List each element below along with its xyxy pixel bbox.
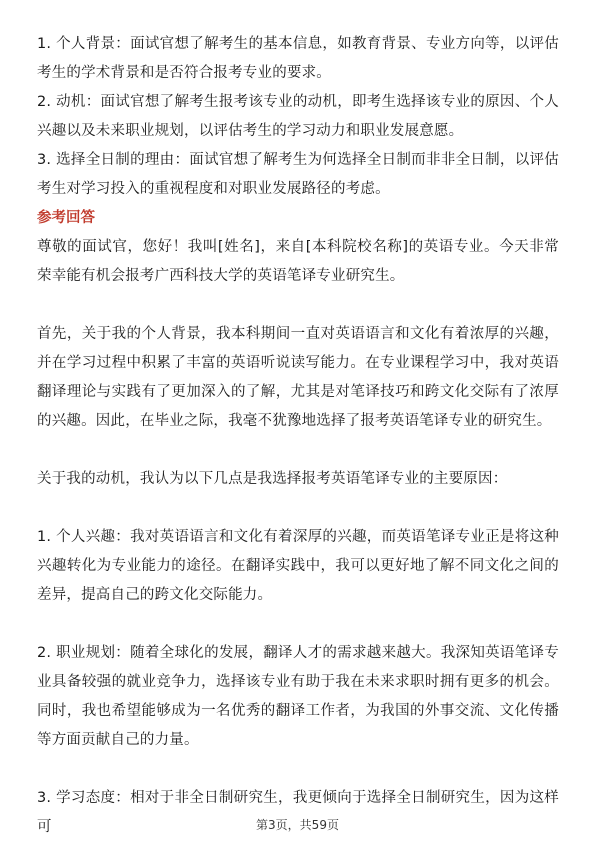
answer-motivation-intro: 关于我的动机，我认为以下几点是我选择报考英语笔译专业的主要原因： — [37, 471, 508, 487]
answer-interest: 1. 个人兴趣：我对英语语言和文化有着深厚的兴趣，而英语笔译专业正是将这种兴趣转化为专业能力的途径。在翻译实践中，我可以更好地了解不同文化之间的差异，提高自己的跨文化交际能力。 — [37, 529, 559, 603]
answer-greeting: 尊敬的面试官，您好！我叫[姓名]，来自[本科院校名称]的英语专业。今天非常荣幸能有机会报考广西科技大学的英语笔译专业研究生。 — [37, 239, 559, 284]
paragraph-spacer — [37, 755, 559, 784]
intro-item-motivation: 2. 动机：面试官想了解考生报考该专业的动机，即考生选择该专业的原因、个人兴趣以及未来职业规划，以评估考生的学习动力和职业发展意愿。 — [37, 94, 559, 139]
intro-item-personal-background: 1. 个人背景：面试官想了解考生的基本信息，如教育背景、专业方向等，以评估考生的学术背景和是否符合报考专业的要求。 — [37, 36, 559, 81]
answer-attitude: 3. 学习态度：相对于非全日制研究生，我更倾向于选择全日制研究生，因为这样可 — [37, 790, 559, 835]
answer-background: 首先，关于我的个人背景，我本科期间一直对英语语言和文化有着浓厚的兴趣，并在学习过程中积累了丰富的英语听说读写能力。在专业课程学习中，我对英语翻译理论与实践有了更加深入的了解，尤其是对笔译技巧和跨文化交际有了浓厚的兴趣。因此，在毕业之际，我毫不犹豫地选择了报考英语笔译专业的研究生。 — [37, 326, 559, 429]
answer-career: 2. 职业规划：随着全球化的发展，翻译人才的需求越来越大。我深知英语笔译专业具备较强的就业竞争力，选择该专业有助于我在未来求职时拥有更多的机会。同时，我也希望能够成为一名优秀的翻译工作者，为我国的外事交流、文化传播等方面贡献自己的力量。 — [37, 645, 559, 748]
answer-heading: 参考回答 — [37, 210, 95, 226]
paragraph-spacer — [37, 610, 559, 639]
paragraph-spacer — [37, 494, 559, 523]
intro-item-fulltime-reason: 3. 选择全日制的理由：面试官想了解考生为何选择全日制而非非全日制，以评估考生对学习投入的重视程度和对职业发展路径的考虑。 — [37, 152, 559, 197]
paragraph-spacer — [37, 436, 559, 465]
paragraph-spacer — [37, 291, 559, 320]
page-number-label: 第3页，共59页 — [256, 818, 339, 832]
page-footer — [0, 816, 595, 833]
page-content — [37, 30, 559, 842]
